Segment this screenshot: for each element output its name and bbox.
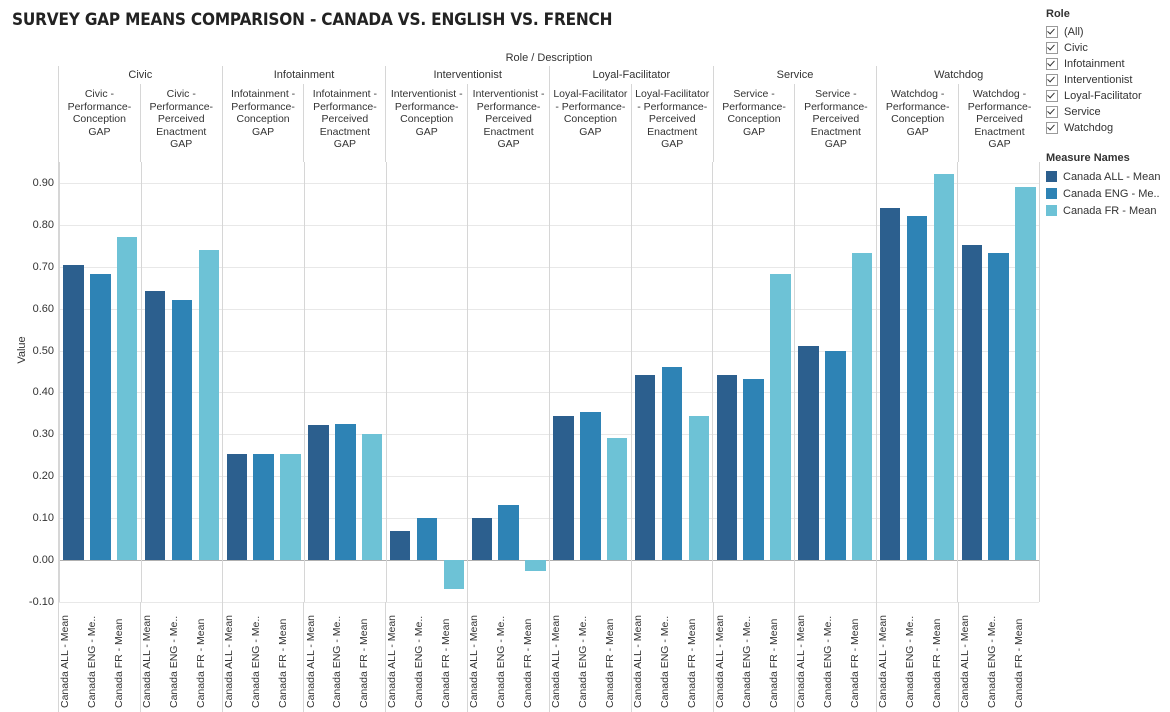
measure-legend-items[interactable] bbox=[1046, 168, 1170, 219]
bar[interactable] bbox=[280, 454, 300, 560]
bar-slot bbox=[1012, 162, 1039, 602]
bar[interactable] bbox=[117, 237, 137, 560]
x-axis-tick-label: Canada FR - Mean bbox=[194, 618, 207, 708]
x-axis-tick-label: Canada FR - Mean bbox=[685, 618, 698, 708]
role-filter-label: (All) bbox=[1064, 26, 1084, 38]
x-label-group bbox=[876, 602, 958, 712]
bar[interactable] bbox=[253, 454, 273, 560]
bar[interactable] bbox=[417, 518, 437, 560]
x-axis-tick-label: Canada ENG - Me.. bbox=[740, 615, 753, 708]
bar-slot bbox=[577, 162, 604, 602]
x-label-group bbox=[794, 602, 876, 712]
x-axis-tick-label: Canada FR - Mean bbox=[849, 618, 862, 708]
bar[interactable] bbox=[934, 174, 954, 560]
bar-slot bbox=[359, 162, 386, 602]
bar[interactable] bbox=[607, 438, 627, 560]
chart-panel bbox=[876, 162, 958, 602]
x-axis-tick-label: Canada FR - Mean bbox=[522, 618, 535, 708]
x-axis-tick-label: Canada ALL - Mean bbox=[713, 614, 726, 708]
panel-description-header: Interventionist - Performance-Conception GAP bbox=[385, 84, 467, 162]
y-axis-tick-label: -0.10 bbox=[28, 596, 54, 608]
bar-slot bbox=[795, 162, 822, 602]
panel-description-header: Loyal-Facilitator - Performance-Conception GAP bbox=[549, 84, 631, 162]
y-axis-tick-label: 0.40 bbox=[32, 386, 54, 399]
x-axis-tick-label: Canada ENG - Me.. bbox=[331, 615, 344, 708]
bar[interactable] bbox=[580, 412, 600, 560]
measure-legend-item[interactable] bbox=[1046, 202, 1170, 219]
bar[interactable] bbox=[880, 208, 900, 560]
chart-panel bbox=[549, 162, 631, 602]
bar[interactable] bbox=[907, 216, 927, 560]
chart-panel bbox=[59, 162, 141, 602]
bar-slot bbox=[277, 162, 304, 602]
role-filter-label: Loyal-Facilitator bbox=[1064, 90, 1142, 102]
panel-description-header: Infotainment - Performance-Conception GAP bbox=[222, 84, 304, 162]
bar[interactable] bbox=[717, 375, 737, 560]
bar-slot bbox=[387, 162, 414, 602]
x-label-group bbox=[58, 602, 140, 712]
bar[interactable] bbox=[553, 416, 573, 560]
panel-description-header: Service - Performance-Conception GAP bbox=[713, 84, 795, 162]
y-axis-tick-label: 0.80 bbox=[32, 218, 54, 231]
bar-slot bbox=[250, 162, 277, 602]
bar[interactable] bbox=[472, 518, 492, 560]
x-label-group bbox=[140, 602, 222, 712]
page-title: SURVEY GAP MEANS COMPARISON - CANADA VS. ENGLISH VS. FRENCH bbox=[12, 10, 613, 29]
bar-slot bbox=[713, 162, 740, 602]
y-axis-tick-label: 0.60 bbox=[32, 302, 54, 315]
x-axis-tick-label: Canada ENG - Me.. bbox=[986, 615, 999, 708]
role-group-header: Service bbox=[713, 66, 877, 84]
bar-slot bbox=[332, 162, 359, 602]
bar[interactable] bbox=[199, 250, 219, 561]
bar-slot bbox=[468, 162, 495, 602]
y-axis-label: Value bbox=[16, 336, 28, 364]
x-axis-tick-label: Canada ENG - Me.. bbox=[167, 615, 180, 708]
role-group-header: Civic bbox=[58, 66, 222, 84]
role-filter-label: Infotainment bbox=[1064, 58, 1125, 70]
role-filter-label: Service bbox=[1064, 106, 1101, 118]
role-filter-item[interactable] bbox=[1046, 120, 1170, 136]
color-swatch bbox=[1046, 171, 1057, 182]
panel-description-header: Interventionist - Performance-Perceived Enactment GAP bbox=[467, 84, 549, 162]
bar-slot bbox=[849, 162, 876, 602]
bar[interactable] bbox=[662, 367, 682, 560]
chart-panel bbox=[957, 162, 1039, 602]
color-swatch bbox=[1046, 205, 1057, 216]
bar-slot bbox=[767, 162, 794, 602]
role-group-header: Infotainment bbox=[222, 66, 386, 84]
y-axis-tick-label: 0.30 bbox=[32, 428, 54, 441]
x-label-group bbox=[303, 602, 385, 712]
role-filter-list[interactable] bbox=[1046, 24, 1170, 136]
color-swatch bbox=[1046, 188, 1057, 199]
x-label-group bbox=[713, 602, 795, 712]
measure-legend-item[interactable] bbox=[1046, 168, 1170, 185]
bar[interactable] bbox=[227, 454, 247, 560]
role-group-header: Loyal-Facilitator bbox=[549, 66, 713, 84]
x-label-group bbox=[958, 602, 1040, 712]
x-label-group bbox=[467, 602, 549, 712]
x-axis-tick-label: Canada ENG - Me.. bbox=[904, 615, 917, 708]
bar[interactable] bbox=[335, 424, 355, 560]
x-axis-tick-label: Canada FR - Mean bbox=[276, 618, 289, 708]
bar[interactable] bbox=[390, 531, 410, 560]
x-axis-tick-label: Canada ALL - Mean bbox=[631, 614, 644, 708]
x-axis-tick-label: Canada ALL - Mean bbox=[304, 614, 317, 708]
bar[interactable] bbox=[525, 560, 545, 570]
x-axis-tick-label: Canada FR - Mean bbox=[931, 618, 944, 708]
measure-legend-title: Measure Names bbox=[1046, 152, 1130, 164]
bar[interactable] bbox=[444, 560, 464, 588]
x-axis-labels bbox=[58, 602, 1040, 712]
panel-description-header-row bbox=[58, 84, 1040, 162]
x-axis-tick-label: Canada ALL - Mean bbox=[386, 614, 399, 708]
bar-slot bbox=[958, 162, 985, 602]
bar-slot bbox=[87, 162, 114, 602]
bar[interactable] bbox=[362, 434, 382, 561]
bar-slot bbox=[223, 162, 250, 602]
bar-slot bbox=[440, 162, 467, 602]
measure-legend-label: Canada ENG - Me.. bbox=[1063, 187, 1160, 200]
y-axis-tick-label: 0.20 bbox=[32, 470, 54, 483]
x-axis-tick-label: Canada ALL - Mean bbox=[59, 614, 72, 708]
bar[interactable] bbox=[798, 346, 818, 560]
bar-slot bbox=[985, 162, 1012, 602]
role-filter-label: Civic bbox=[1064, 42, 1088, 54]
bar[interactable] bbox=[90, 274, 110, 560]
x-axis-tick-label: Canada ENG - Me.. bbox=[249, 615, 262, 708]
x-axis-tick-label: Canada ENG - Me.. bbox=[576, 615, 589, 708]
bar-slot bbox=[930, 162, 957, 602]
bar[interactable] bbox=[770, 274, 790, 560]
measure-legend-label: Canada FR - Mean bbox=[1063, 204, 1157, 217]
bar[interactable] bbox=[743, 379, 763, 560]
x-axis-tick-label: Canada FR - Mean bbox=[112, 618, 125, 708]
bar-slot bbox=[305, 162, 332, 602]
bar-slot bbox=[877, 162, 904, 602]
x-axis-tick-label: Canada ENG - Me.. bbox=[822, 615, 835, 708]
x-axis-tick-label: Canada ALL - Mean bbox=[795, 614, 808, 708]
bar-slot bbox=[195, 162, 222, 602]
x-axis-tick-label: Canada ENG - Me.. bbox=[85, 615, 98, 708]
checkbox-icon[interactable] bbox=[1046, 74, 1058, 86]
bar[interactable] bbox=[689, 416, 709, 560]
panel-description-header: Civic - Performance-Perceived Enactment GAP bbox=[140, 84, 222, 162]
role-filter-label: Interventionist bbox=[1064, 74, 1133, 86]
x-axis-tick-label: Canada FR - Mean bbox=[603, 618, 616, 708]
chart-panel bbox=[712, 162, 794, 602]
checkbox-icon[interactable] bbox=[1046, 58, 1058, 70]
x-axis-tick-label: Canada ENG - Me.. bbox=[413, 615, 426, 708]
panel-description-header: Infotainment - Performance-Perceived Enactment GAP bbox=[303, 84, 385, 162]
role-filter-label: Watchdog bbox=[1064, 122, 1114, 134]
x-axis-tick-label: Canada ENG - Me.. bbox=[658, 615, 671, 708]
bar-slot bbox=[142, 162, 169, 602]
role-filter-item[interactable] bbox=[1046, 40, 1170, 56]
x-axis-tick-label: Canada FR - Mean bbox=[358, 618, 371, 708]
panel-description-header: Civic - Performance-Conception GAP bbox=[58, 84, 140, 162]
role-filter-item[interactable] bbox=[1046, 72, 1170, 88]
x-label-group bbox=[222, 602, 304, 712]
x-axis-tick-label: Canada FR - Mean bbox=[440, 618, 453, 708]
checkbox-icon[interactable] bbox=[1046, 42, 1058, 54]
x-axis-tick-label: Canada ALL - Mean bbox=[959, 614, 972, 708]
measure-legend-label: Canada ALL - Mean bbox=[1063, 170, 1161, 183]
bar-slot bbox=[60, 162, 87, 602]
bar[interactable] bbox=[635, 375, 655, 560]
bar[interactable] bbox=[498, 505, 518, 560]
x-axis-tick-label: Canada ENG - Me.. bbox=[495, 615, 508, 708]
bar[interactable] bbox=[63, 265, 83, 560]
x-label-group bbox=[385, 602, 467, 712]
bar-slot bbox=[114, 162, 141, 602]
y-axis-tick-label: 0.50 bbox=[32, 344, 54, 357]
bar-slot bbox=[522, 162, 549, 602]
y-axis-tick-label: 0.10 bbox=[32, 512, 54, 525]
checkbox-icon[interactable] bbox=[1046, 106, 1058, 118]
chart-panel bbox=[222, 162, 304, 602]
checkbox-icon[interactable] bbox=[1046, 122, 1058, 134]
x-axis-tick-label: Canada ALL - Mean bbox=[549, 614, 562, 708]
y-axis-tick-label: 0.00 bbox=[32, 554, 54, 567]
chart-container bbox=[0, 44, 1040, 708]
bar[interactable] bbox=[852, 253, 872, 560]
chart-panel bbox=[631, 162, 713, 602]
panel-description-header: Watchdog - Performance-Perceived Enactment GAP bbox=[958, 84, 1040, 162]
role-group-header: Interventionist bbox=[385, 66, 549, 84]
panel-description-header: Service - Performance-Perceived Enactment GAP bbox=[794, 84, 876, 162]
chart-panel bbox=[467, 162, 549, 602]
x-axis-tick-label: Canada FR - Mean bbox=[767, 618, 780, 708]
role-group-header: Watchdog bbox=[876, 66, 1040, 84]
x-axis-tick-label: Canada ALL - Mean bbox=[468, 614, 481, 708]
bar-slot bbox=[414, 162, 441, 602]
y-axis-tick-label: 0.70 bbox=[32, 260, 54, 273]
bar-slot bbox=[904, 162, 931, 602]
x-axis-tick-label: Canada ALL - Mean bbox=[222, 614, 235, 708]
bar-slot bbox=[169, 162, 196, 602]
role-filter-item[interactable] bbox=[1046, 104, 1170, 120]
checkbox-icon[interactable] bbox=[1046, 90, 1058, 102]
chart-panel bbox=[141, 162, 223, 602]
bar[interactable] bbox=[825, 351, 845, 561]
chart-panel bbox=[794, 162, 876, 602]
column-header-title: Role / Description bbox=[505, 52, 593, 64]
plot-area bbox=[58, 162, 1040, 602]
panel-description-header: Loyal-Facilitator - Performance-Perceived Enactment GAP bbox=[631, 84, 713, 162]
x-axis-tick-label: Canada ALL - Mean bbox=[877, 614, 890, 708]
legend-panel bbox=[1046, 8, 1170, 219]
measure-names-legend bbox=[1046, 152, 1170, 219]
bar[interactable] bbox=[308, 425, 328, 560]
bar-slot bbox=[685, 162, 712, 602]
bar-slot bbox=[659, 162, 686, 602]
bar[interactable] bbox=[988, 253, 1008, 560]
role-filter-title: Role bbox=[1046, 8, 1070, 20]
bar-slot bbox=[604, 162, 631, 602]
x-axis-tick-label: Canada ALL - Mean bbox=[140, 614, 153, 708]
bar[interactable] bbox=[172, 300, 192, 560]
role-group-header-row bbox=[58, 66, 1040, 84]
bar[interactable] bbox=[962, 245, 982, 560]
role-filter-item[interactable] bbox=[1046, 24, 1170, 40]
chart-panel bbox=[304, 162, 386, 602]
chart-panel bbox=[386, 162, 468, 602]
y-axis-tick-label: 0.90 bbox=[32, 176, 54, 189]
measure-legend-item[interactable] bbox=[1046, 185, 1170, 202]
x-label-group bbox=[549, 602, 631, 712]
bar[interactable] bbox=[1015, 187, 1035, 560]
role-filter-item[interactable] bbox=[1046, 56, 1170, 72]
bar-slot bbox=[740, 162, 767, 602]
x-axis-tick-label: Canada FR - Mean bbox=[1013, 618, 1025, 708]
bar[interactable] bbox=[145, 291, 165, 560]
bar-slot bbox=[822, 162, 849, 602]
x-label-group bbox=[631, 602, 713, 712]
bar-slot bbox=[495, 162, 522, 602]
role-filter-item[interactable] bbox=[1046, 88, 1170, 104]
bar-slot bbox=[632, 162, 659, 602]
checkbox-icon[interactable] bbox=[1046, 26, 1058, 38]
bar-slot bbox=[550, 162, 577, 602]
panel-description-header: Watchdog - Performance-Conception GAP bbox=[876, 84, 958, 162]
